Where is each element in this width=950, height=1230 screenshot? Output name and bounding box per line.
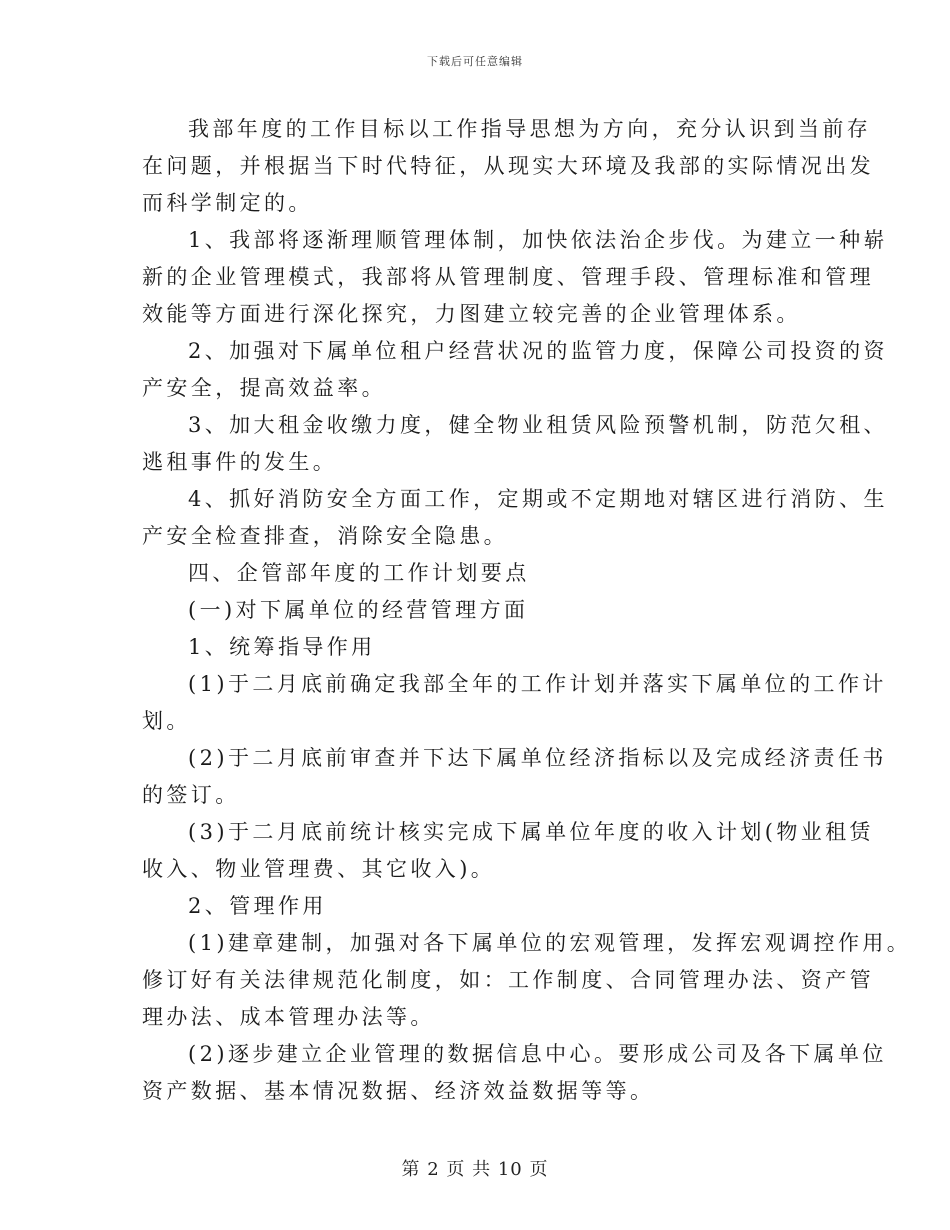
paragraph-line: 2、加强对下属单位租户经营状况的监管力度，保障公司投资的资	[188, 339, 888, 363]
paragraph-line: (1)于二月底前确定我部全年的工作计划并落实下属单位的工作计	[188, 672, 887, 696]
paragraph-line: 效能等方面进行深化探究，力图建立较完善的企业管理体系。	[142, 302, 801, 326]
paragraph-line: 产安全检查排查，消除安全隐患。	[142, 524, 508, 548]
paragraph-line: 4、抓好消防安全方面工作，定期或不定期地对辖区进行消防、生	[188, 487, 888, 511]
paragraph-line: 1、我部将逐渐理顺管理体制，加快依法治企步伐。为建立一种崭	[188, 228, 888, 252]
paragraph-line: (2)逐步建立企业管理的数据信息中心。要形成公司及各下属单位	[188, 1042, 887, 1066]
page-header: 下载后可任意编辑	[427, 55, 523, 68]
paragraph-line: 在问题，并根据当下时代特征，从现实大环境及我部的实际情况出发	[142, 154, 874, 178]
paragraph-line: (1)建章建制，加强对各下属单位的宏观管理，发挥宏观调控作用。	[188, 931, 912, 955]
paragraph-line: 新的企业管理模式，我部将从管理制度、管理手段、管理标准和管理	[142, 265, 874, 289]
paragraph-line: 我部年度的工作目标以工作指导思想为方向，充分认识到当前存	[188, 117, 872, 141]
paragraph-line: (2)于二月底前审查并下达下属单位经济指标以及完成经济责任书	[188, 746, 887, 770]
paragraph-line: (3)于二月底前统计核实完成下属单位年度的收入计划(物业租赁	[188, 820, 874, 844]
page-number-footer: 第 2 页 共 10 页	[401, 1159, 549, 1180]
paragraph-line: 修订好有关法律规范化制度，如：工作制度、合同管理办法、资产管	[142, 968, 874, 992]
paragraph-line: 逃租事件的发生。	[142, 450, 338, 474]
paragraph-line: 1、统筹指导作用	[188, 635, 376, 659]
paragraph-line: 理办法、成本管理办法等。	[142, 1005, 435, 1029]
document-body	[142, 112, 912, 1111]
paragraph-line: 2、管理作用	[188, 894, 327, 918]
paragraph-line: 四、企管部年度的工作计划要点	[188, 561, 530, 585]
paragraph-line: 的签订。	[142, 783, 240, 807]
paragraph-line: (一)对下属单位的经营管理方面	[188, 598, 529, 622]
paragraph-line: 资产数据、基本情况数据、经济效益数据等等。	[142, 1079, 655, 1103]
paragraph-line: 而科学制定的。	[142, 191, 313, 215]
paragraph-line: 划。	[142, 709, 191, 733]
paragraph-line: 产安全，提高效益率。	[142, 376, 386, 400]
paragraph-line: 3、加大租金收缴力度，健全物业租赁风险预警机制，防范欠租、	[188, 413, 888, 437]
paragraph-line: 收入、物业管理费、其它收入)。	[142, 857, 496, 881]
